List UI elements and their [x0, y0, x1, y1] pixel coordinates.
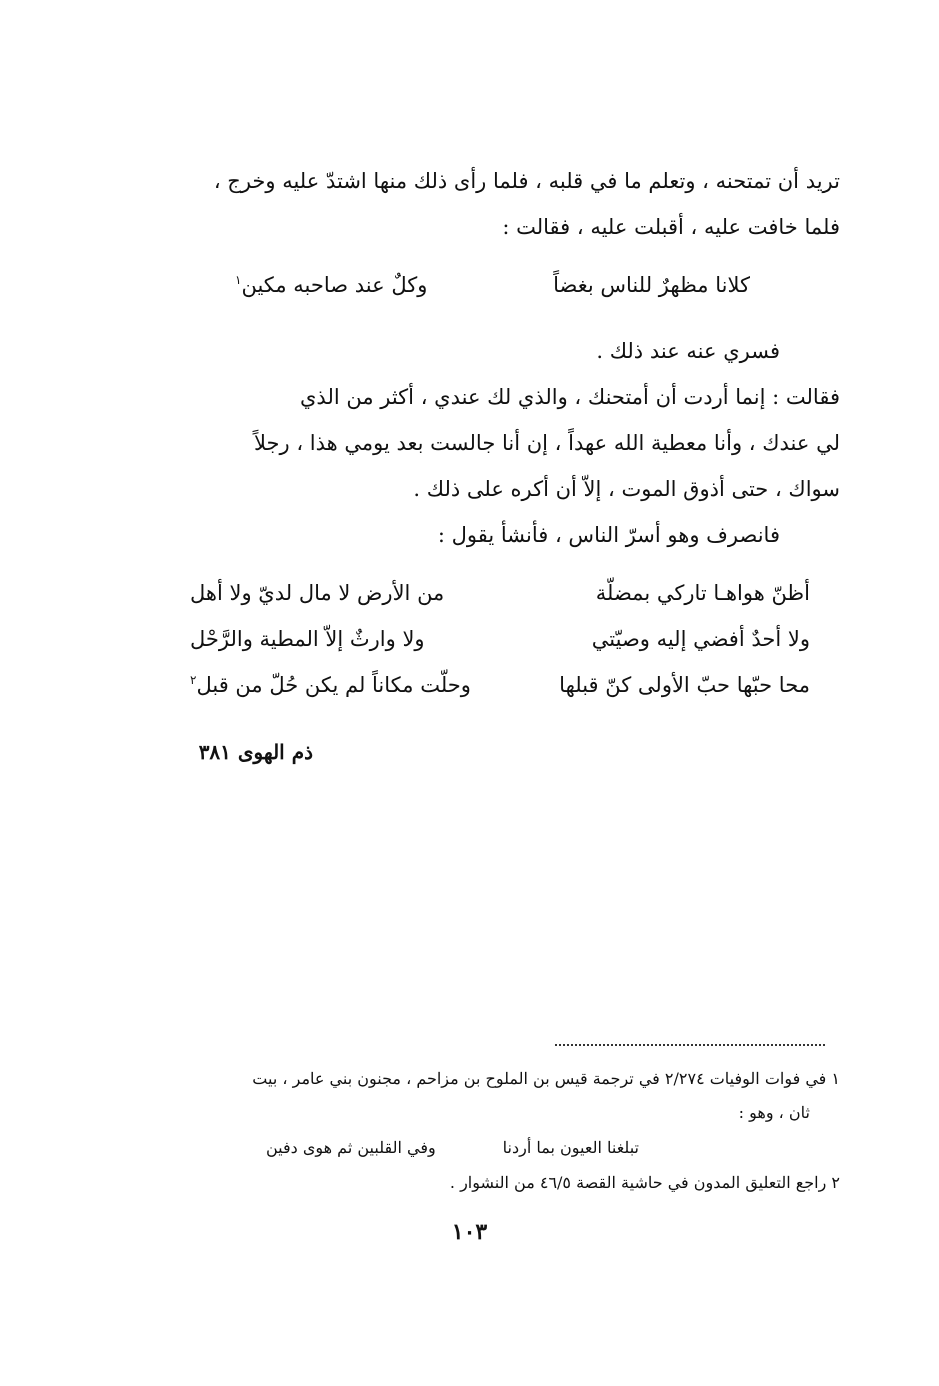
footnote-marker: ٢ [190, 673, 197, 687]
poem-verse [190, 616, 810, 662]
verse-second-hemistich: ولا وارثٌ إلاّ المطية والرَّحْل [190, 627, 425, 651]
poem-verse [190, 662, 810, 708]
footnote-marker: ١ [235, 273, 242, 287]
verse-first-hemistich: محا حبّها حبّ الأولى كنّ قبلها [559, 673, 810, 697]
text-line: تريد أن تمتحنه ، وتعلم ما في قلبه ، فلما رأى ذلك منها اشتدّ عليه وخرج ، [213, 169, 840, 193]
verse-first-hemistich: أظنّ هواهـا تاركي بمضلّة [595, 581, 810, 605]
text-line: فلما خافت عليه ، أقبلت عليه ، فقالت : [502, 215, 840, 239]
verse-first-hemistich: ولا أحدٌ أفضي إليه وصيّتي [591, 627, 810, 651]
footnote-2-text [150, 1166, 840, 1200]
verse-single [235, 262, 750, 308]
text-line: فسري عنه عند ذلك . [596, 339, 780, 363]
footnote-line: ٢ راجع التعليق المدون في حاشية القصة ٤٦/٥ من النشوار . [449, 1173, 840, 1192]
footnote-verse-first-hemistich: تبلغنا العيون بما أردنا [502, 1138, 639, 1157]
poem-verse [190, 570, 810, 616]
verse-second-hemistich: وحلّت مكاناً لم يكن حُلّ من قبل$^٢$ [190, 673, 471, 697]
footnote-verse-second-hemistich: وفي القلبين ثم هوى دفين [266, 1138, 436, 1157]
text-line: لي عندك ، وأنا معطية الله عهداً ، إن أنا جالست بعد يومي هذا ، رجلاً [254, 431, 840, 455]
verse-second-hemistich: وكلٌ عند صاحبه مكين$^١$ [235, 273, 428, 297]
footnote-separator [555, 1044, 825, 1046]
text-line: سواك ، حتى أذوق الموت ، إلاّ أن أكره على ذلك . [413, 477, 840, 501]
source-reference: ذم الهوى ٣٨١ [198, 740, 313, 764]
verse-first-hemistich: كلانا مظهرٌ للناس بغضاً [553, 273, 750, 297]
text-line: فانصرف وهو أسرّ الناس ، فأنشأ يقول : [437, 523, 780, 547]
footnote-line: ١ في فوات الوفيات ٢/٢٧٤ في ترجمة قيس بن الملوح بن مزاحم ، مجنون بني عامر ، بيت [252, 1069, 840, 1088]
footnote-1-text [150, 1062, 840, 1130]
prose-block-main [160, 328, 840, 558]
text-line: فقالت : إنما أردت أن أمتحنك ، والذي لك عندي ، أكثر من الذي [299, 385, 840, 409]
footnote-line: ثان ، وهو : [738, 1103, 810, 1122]
prose-block-opening [160, 158, 840, 250]
verse-second-hemistich: من الأرض لا مال لديّ ولا أهل [190, 581, 445, 605]
page-number: ١٠٣ [451, 1219, 488, 1245]
